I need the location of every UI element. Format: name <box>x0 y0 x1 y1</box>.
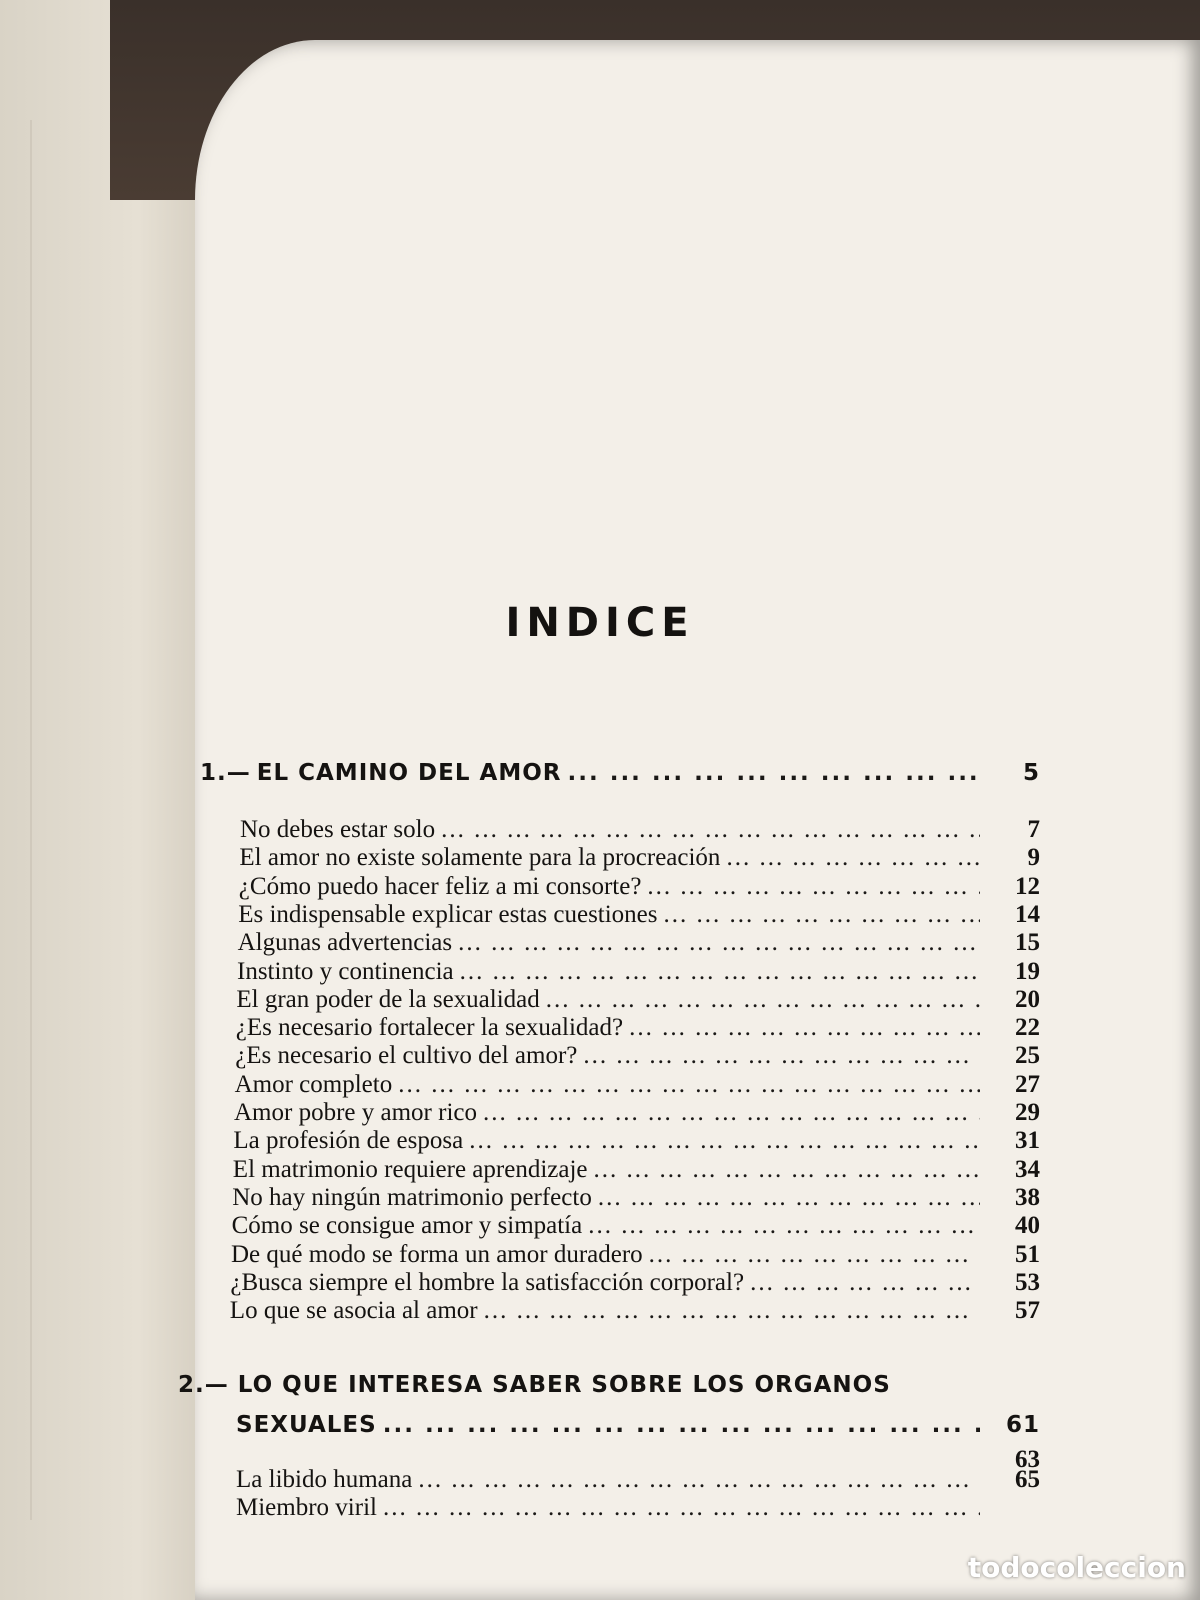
entry-title: Algunas advertencias <box>237 929 453 957</box>
leader-dots <box>643 1241 980 1269</box>
entry-title: Cómo se consigue amor y simpatía <box>231 1212 583 1240</box>
page-number: 12 <box>1014 872 1040 900</box>
leader-dots <box>454 958 980 986</box>
entry-title: Es indispensable explicar estas cuestiones <box>238 900 658 928</box>
leader-dots <box>588 1156 980 1184</box>
leader-dots <box>623 1014 980 1042</box>
page-number: 5 <box>1022 760 1040 786</box>
entry-title: ¿Es necesario el cultivo del amor? <box>235 1042 578 1070</box>
page-number: 31 <box>1014 1127 1040 1155</box>
watermark-logo: todocoleccion <box>967 1551 1186 1584</box>
entry-title: De qué modo se forma un amor duradero <box>231 1240 643 1268</box>
toc-entry <box>238 901 1040 929</box>
entry-title: El amor no existe solamente para la procreación <box>239 844 721 872</box>
toc-entry <box>233 1127 1040 1155</box>
leader-dots <box>463 1127 980 1155</box>
leader-dots <box>561 760 980 786</box>
page-number: 51 <box>1015 1240 1040 1268</box>
leader-dots <box>720 844 980 872</box>
toc-entry <box>236 1466 1040 1494</box>
leader-dots <box>540 986 980 1014</box>
toc-entry <box>237 958 1040 986</box>
chapter-2-heading-line1 <box>178 1372 891 1398</box>
leader-dots <box>412 1466 980 1494</box>
leader-dots <box>452 929 980 957</box>
chapter-label <box>200 760 561 786</box>
leader-dots <box>377 1494 980 1522</box>
chapter-2-heading-line2 <box>236 1412 1040 1438</box>
entry-title: ¿Es necesario fortalecer la sexualidad? <box>235 1014 624 1042</box>
entry-title: Miembro viril <box>236 1494 377 1521</box>
page-number: 27 <box>1014 1070 1040 1098</box>
leader-dots <box>641 873 980 901</box>
leader-dots <box>377 1412 980 1438</box>
page-number: 19 <box>1015 957 1040 985</box>
leader-dots <box>582 1212 980 1240</box>
leader-dots <box>477 1099 980 1127</box>
leader-dots <box>478 1297 980 1325</box>
toc-entry <box>230 1269 1040 1297</box>
page-number: 38 <box>1014 1183 1040 1211</box>
entry-title: La profesión de esposa <box>233 1127 464 1155</box>
page-number: 65 <box>1015 1466 1040 1493</box>
entry-title: ¿Busca siempre el hombre la satisfacción corporal? <box>230 1268 745 1296</box>
page-number: 61 <box>1005 1412 1040 1438</box>
entry-title: No hay ningún matrimonio perfecto <box>232 1183 592 1211</box>
page-number: 25 <box>1014 1042 1040 1070</box>
entry-title: Amor pobre y amor rico <box>234 1099 477 1126</box>
leader-dots <box>435 816 980 844</box>
chapter-number: 1.— <box>200 760 251 786</box>
toc-entry <box>232 1184 1040 1212</box>
leader-dots <box>592 1184 980 1212</box>
toc-entry <box>231 1241 1040 1269</box>
page-number: 53 <box>1014 1268 1040 1296</box>
toc-entry <box>236 1494 1040 1522</box>
toc-entry <box>236 986 1040 1014</box>
toc-entry <box>240 816 1040 844</box>
entry-title: Amor completo <box>234 1070 393 1098</box>
toc-entry <box>236 1014 1040 1042</box>
leader-dots <box>577 1042 980 1070</box>
page-number: 57 <box>1014 1297 1040 1325</box>
page-number: 7 <box>1027 816 1040 843</box>
toc-entry <box>233 1156 1040 1184</box>
entry-title: La libido humana <box>236 1466 413 1493</box>
page-number: 63 <box>1015 1446 1040 1473</box>
leader-dots <box>744 1269 980 1297</box>
toc-entry <box>235 1042 1040 1070</box>
page-number: 20 <box>1014 985 1040 1013</box>
page-number: 40 <box>1014 1212 1040 1240</box>
toc-entry <box>239 873 1040 901</box>
page-number: 22 <box>1014 1014 1040 1042</box>
toc-entry <box>230 1297 1040 1325</box>
toc-entry <box>234 1099 1040 1127</box>
chapter-title: EL CAMINO DEL AMOR <box>256 760 562 786</box>
chapter-number: 2.— <box>178 1372 229 1398</box>
toc-entry <box>238 929 1040 957</box>
page-title: INDICE <box>505 600 695 646</box>
entry-title: El matrimonio requiere aprendizaje <box>232 1155 588 1183</box>
entry-title: Instinto y continencia <box>237 957 454 985</box>
chapter-title: LO QUE INTERESA SABER SOBRE LOS ORGANOS <box>237 1372 891 1398</box>
page-number: 14 <box>1014 900 1040 928</box>
toc-entry <box>232 1212 1040 1240</box>
toc-entry <box>235 1071 1040 1099</box>
chapter-1-heading <box>200 760 1040 786</box>
page-number: 29 <box>1015 1099 1040 1126</box>
page-number: 9 <box>1027 844 1040 872</box>
chapter-title-continued: SEXUALES <box>236 1412 377 1438</box>
entry-title: ¿Cómo puedo hacer feliz a mi consorte? <box>238 872 642 900</box>
leader-dots <box>392 1071 980 1099</box>
page-number: 34 <box>1014 1155 1040 1183</box>
entry-title: No debes estar solo <box>240 816 436 843</box>
leader-dots <box>658 901 980 929</box>
entry-title: El gran poder de la sexualidad <box>236 985 540 1013</box>
toc-entry <box>239 844 1040 872</box>
entry-title: Lo que se asocia al amor <box>229 1297 478 1325</box>
page-number: 15 <box>1014 929 1040 957</box>
